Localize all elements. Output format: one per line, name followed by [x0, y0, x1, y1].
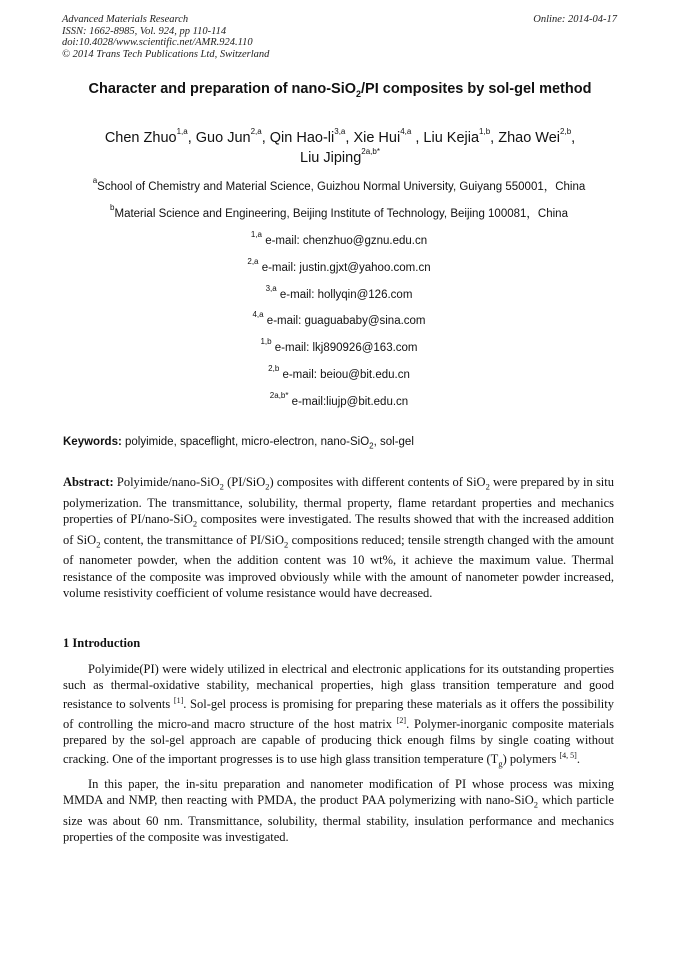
keywords: Keywords: polyimide, spaceflight, micro-electron, nano-SiO$_2$, sol-gel [63, 436, 414, 451]
abstract: Abstract: Polyimide/nano-SiO$_2$ (PI/SiO$_2$) composites with different contents of SiO$_2$ were prepared by in situ polymerization. The transmittance, solubility, thermal property, flame retardant properties and mechanics properties of PI/nano-SiO$_2$ composites were investigated. The results showed that with the increased addition of SiO$_2$ content, the transmittance of PI/SiO$_2$ compositions reduced; tensile strength changed with the amount of nanometer powder, when the addition content was 10 wt%, it achieve the maximum value. Thermal resistance of the composite was improved obviously while with the amount of nanometer powder increased, volume resistivity coefficient of volume resistance would have decreased. [63, 475, 615, 600]
citation: [2] [396, 715, 407, 725]
citation: [1] [173, 696, 184, 706]
title-subscript: 2 [356, 88, 362, 99]
email-line: $^{1,a}$ e-mail: chenzhuo@gznu.edu.cn [250, 230, 428, 247]
journal-header [62, 14, 617, 60]
title-part-1: Character and preparation of nano-SiO [88, 81, 357, 97]
section-heading: 1 Introduction [63, 636, 141, 650]
email-line: $^{1,b}$ e-mail: lkj890926@163.com [260, 337, 418, 354]
email-line: $^{3,a}$ e-mail: hollyqin@126.com [265, 284, 413, 301]
doi-line: doi:10.4028/www.scientific.net/AMR.924.110 [62, 37, 253, 49]
email-line: $^{2,b}$ e-mail: beiou@bit.edu.cn [268, 364, 410, 381]
author: Zhao Wei$^{2,b}$, [498, 127, 576, 146]
online-date: Online: 2014-04-17 [533, 14, 617, 25]
issn-line: ISSN: 1662-8985, Vol. 924, pp 110-114 [62, 25, 227, 37]
intro-paragraph-1: Polyimide(PI) were widely utilized in electrical and electronic applications for its outstanding properties such as thermal-oxidative stability, mechanical properties, high glass transition temperature and good resistance to solvents [1]. Sol-gel process is promising for preparing these materials as it offers the possibility of controlling the micro-and macro structure of the host matrix [2]. Polymer-inorganic composite materials prepared by the sol-gel approach are capable of producing thick enough films by single coating without cracking. One of the important progresses is to use high glass transition temperature $(T_g)$ polymers [4, 5]. [63, 662, 614, 769]
keywords-label: Keywords: [63, 436, 122, 448]
title-part-2: /PI composites by sol-gel method [361, 81, 592, 97]
paper-title [70, 80, 610, 103]
email-line: $^{2,a}$ e-mail: justin.gjxt@yahoo.com.cn [247, 257, 431, 274]
author: Xie Hui$^{4,a}$ , [353, 127, 424, 146]
author: Liu Kejia$^{1,b}$, [423, 127, 499, 146]
email-line: $^{2a,b*}$ e-mail:liujp@bit.edu.cn [269, 391, 409, 408]
author: Liu Jiping$^{2a,b*}$ [300, 147, 380, 166]
citation: [4, 5] [559, 751, 577, 761]
copyright-line: © 2014 Trans Tech Publications Ltd, Switzerland [62, 48, 270, 60]
intro-paragraph-2: In this paper, the in-situ preparation and nanometer modification of PI whose process was mixing MMDA and NMP, then reacting with PMDA, the product PAA polymerizing with nano-SiO$_2$ which particle size was about 60 nm. Transmittance, solubility, thermal stability, insulation performance and mechanics properties of the composite was investigated. [63, 777, 614, 845]
affiliation-b: $^b$Material Science and Engineering, Beijing Institute of Technology, Beijing 100081，China [110, 203, 568, 220]
author: Chen Zhuo$^{1,a}$, [104, 127, 196, 146]
author-list [60, 128, 620, 168]
author: Qin Hao-li$^{3,a}$, [269, 127, 354, 146]
affiliation-a: $^a$School of Chemistry and Material Science, Guizhou Normal University, Guiyang 550001，China [92, 176, 586, 193]
abstract-label: Abstract: [63, 475, 114, 489]
author: Guo Jun$^{2,a}$, [195, 127, 270, 146]
journal-name: Advanced Materials Research [62, 14, 189, 25]
email-line: $^{4,a}$ e-mail: guaguababy@sina.com [252, 310, 426, 327]
